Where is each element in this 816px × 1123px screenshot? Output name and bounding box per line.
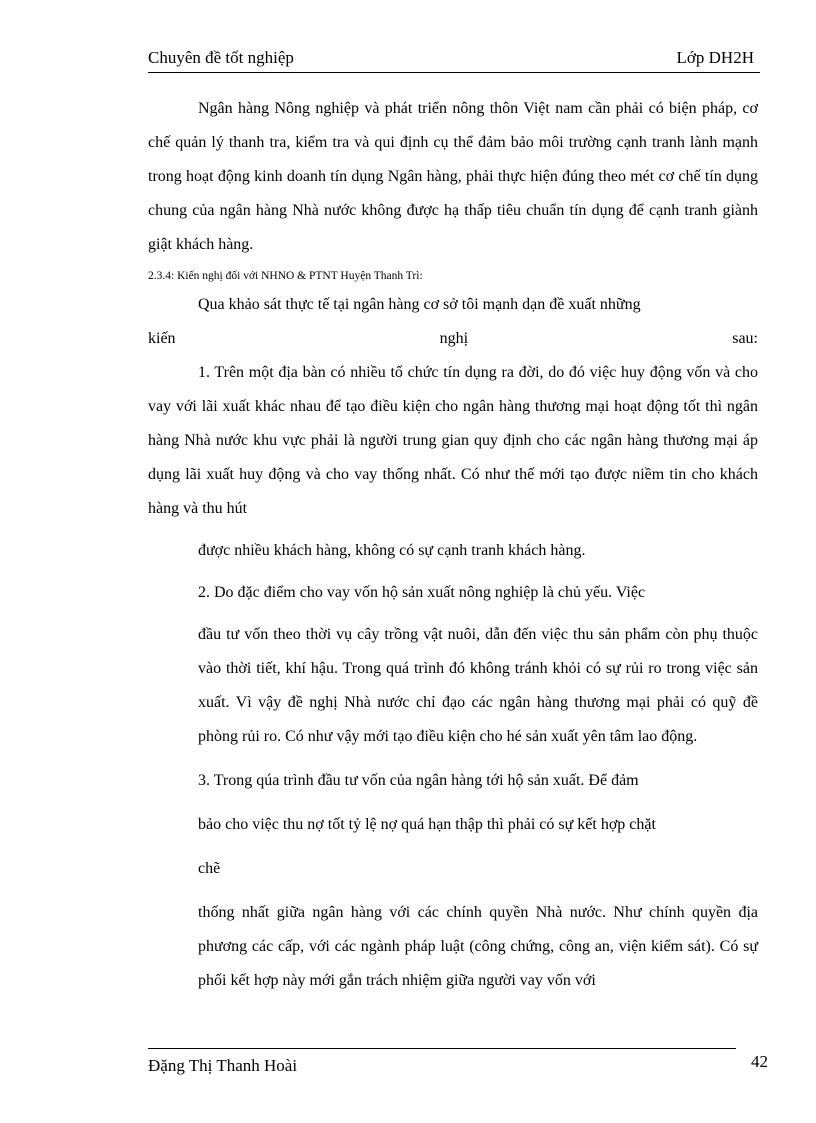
paragraph-item-3-end: thống nhất giữa ngân hàng với các chính quyền Nhà nước. Như chính quyền địa phương các cấp, với các ngành pháp luật (công chứng, công an, viện kiểm sát). Có sự phối kết hợp này mới gắn trách nhiệm giữa người vay vốn với [198, 904, 758, 989]
paragraph-item-1: 1. Trên một địa bàn có nhiều tổ chức tín dụng ra đời, do đó việc huy động vốn và cho vay với lãi xuất khác nhau để tạo điều kiện cho ngân hàng thương mại hoạt động tốt thì ngân hàng Nhà nước khu vực phải là người trung gian quy định cho các ngân hàng thương mại áp dụng lãi xuất huy động và cho vay thống nhất. Có như thế mới tạo được niềm tin cho khách hàng và thu hút [148, 364, 758, 517]
paragraph-survey: Qua khảo sát thực tế tại ngân hàng cơ sở tôi mạnh dạn đề xuất những [198, 296, 641, 313]
header-class: Lớp DH2H [676, 48, 754, 67]
paragraph-item-3-cont: bảo cho việc thu nợ tốt tỷ lệ nợ quá hạn thập thì phải có sự kết hợp chặt [198, 816, 656, 833]
word: nghị [439, 330, 469, 347]
document-body [148, 92, 758, 998]
paragraph-item-3-word: chẽ [198, 860, 221, 877]
paragraph-item-1-cont: được nhiều khách hàng, không có sự cạnh tranh khách hàng. [198, 542, 586, 559]
paragraph-item-3: 3. Trong qúa trình đầu tư vốn của ngân hàng tới hộ sản xuất. Để đảm [198, 772, 639, 789]
footer-rule [148, 1048, 736, 1049]
paragraph-survey-cont [148, 322, 758, 356]
paragraph-item-2: 2. Do đặc điểm cho vay vốn hộ sản xuất nông nghiệp là chủ yếu. Việc [198, 584, 646, 601]
footer-author: Đặng Thị Thanh Hoài [148, 1056, 298, 1075]
paragraph-item-2-cont: đầu tư vốn theo thời vụ cây trồng vật nuôi, dẫn đến việc thu sản phẩm còn phụ thuộc vào thời tiết, khí hậu. Trong quá trình đó không tránh khỏi có sự rủi ro trong việc sản xuất. Vì vậy đề nghị Nhà nước chỉ đạo các ngân hàng thương mại phải có quỹ đề phòng rủi ro. Có như vậy mới tạo điều kiện cho hé sản xuất yên tâm lao động. [198, 626, 758, 745]
page-header [148, 48, 760, 73]
header-title: Chuyên đề tốt nghiệp [148, 48, 294, 67]
section-heading: 2.3.4: Kiến nghị đối với NHNO & PTNT Huyện Thanh Trì: [148, 270, 423, 282]
word: kiến [148, 330, 176, 347]
page-number: 42 [751, 1052, 768, 1071]
word: sau: [732, 330, 758, 347]
paragraph-intro: Ngân hàng Nông nghiệp và phát triển nông thôn Việt nam cần phải có biện pháp, cơ chế quản lý thanh tra, kiểm tra và qui định cụ thể đảm bảo môi trường cạnh tranh lành mạnh trong hoạt động kinh doanh tín dụng Ngân hàng, phải thực hiện đúng theo mét cơ chế tín dụng chung của ngân hàng Nhà nước không được hạ thấp tiêu chuẩn tín dụng để cạnh tranh giành giật khách hàng. [148, 100, 758, 253]
page-footer [148, 1048, 768, 1075]
